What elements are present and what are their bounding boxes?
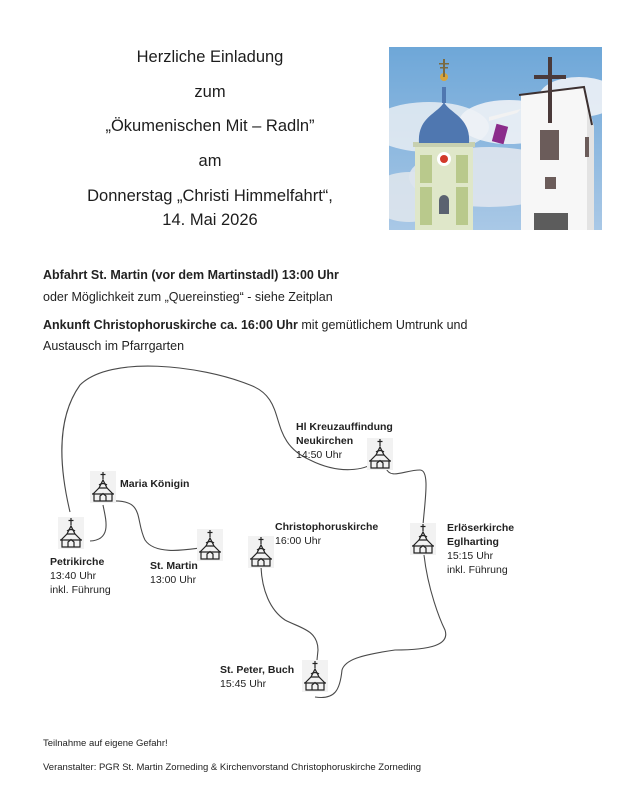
stop-name-2: Eglharting	[447, 536, 499, 548]
arrival-line2: Austausch im Pfarrgarten	[43, 339, 185, 353]
church-icon-christophoruskirche	[248, 536, 274, 568]
departure-sub: oder Möglichkeit zum „Quereinstieg“ - siehe Zeitplan	[43, 290, 333, 304]
stop-time: 16:00 Uhr	[275, 535, 322, 547]
arrival-rest: mit gemütlichem Umtrunk und	[297, 318, 468, 332]
stop-note: inkl. Führung	[447, 564, 508, 576]
arrival-bold: Ankunft Christophoruskirche ca. 16:00 Uhr	[43, 318, 298, 332]
departure-bold: Abfahrt St. Martin (vor dem Martinstadl) 13:00 Uhr	[43, 268, 339, 282]
organizer: Veranstalter: PGR St. Martin Zorneding & Kirchenvorstand Christophoruskirche Zorneding	[43, 762, 422, 773]
church-icon-st-peter	[302, 660, 328, 692]
stop-christophoruskirche	[275, 520, 378, 548]
stop-time: 14:50 Uhr	[296, 449, 343, 461]
church-icon-erloeserkirche	[410, 523, 436, 555]
title-line-5: Donnerstag „Christi Himmelfahrt“,	[87, 187, 333, 205]
title-line-4: am	[198, 152, 222, 170]
stop-name: Erlöserkirche	[447, 522, 515, 534]
stop-time: 13:00 Uhr	[150, 574, 197, 586]
stop-note: inkl. Führung	[50, 584, 111, 596]
title-line-3: „Ökumenischen Mit – Radln”	[105, 117, 315, 135]
stop-name: Petrikirche	[50, 556, 105, 568]
stop-st-peter	[220, 663, 294, 691]
church-icon-st-martin	[197, 529, 223, 561]
stop-erloeserkirche	[447, 521, 514, 577]
title-line-1: Herzliche Einladung	[136, 48, 284, 66]
stop-name-2: Neukirchen	[296, 435, 354, 447]
stop-st-martin	[150, 559, 198, 587]
title-line-2: zum	[194, 83, 226, 101]
stop-name: Christophoruskirche	[275, 521, 379, 533]
stop-time: 13:40 Uhr	[50, 570, 97, 582]
stop-time: 15:15 Uhr	[447, 550, 494, 562]
stop-name: Maria Königin	[120, 478, 190, 490]
church-icon-petrikirche	[58, 517, 84, 549]
church-icon-neukirchen	[367, 438, 393, 470]
disclaimer: Teilnahme auf eigene Gefahr!	[43, 738, 168, 749]
stop-name: St. Martin	[150, 560, 198, 572]
stop-name: Hl Kreuzauffindung	[296, 421, 393, 433]
stop-name: St. Peter, Buch	[220, 664, 295, 676]
church-icon-maria-koenigin	[90, 471, 116, 503]
title-line-6: 14. Mai 2026	[162, 211, 258, 229]
stop-time: 15:45 Uhr	[220, 678, 267, 690]
stop-petrikirche	[50, 555, 111, 597]
stop-maria-koenigin	[120, 477, 189, 491]
